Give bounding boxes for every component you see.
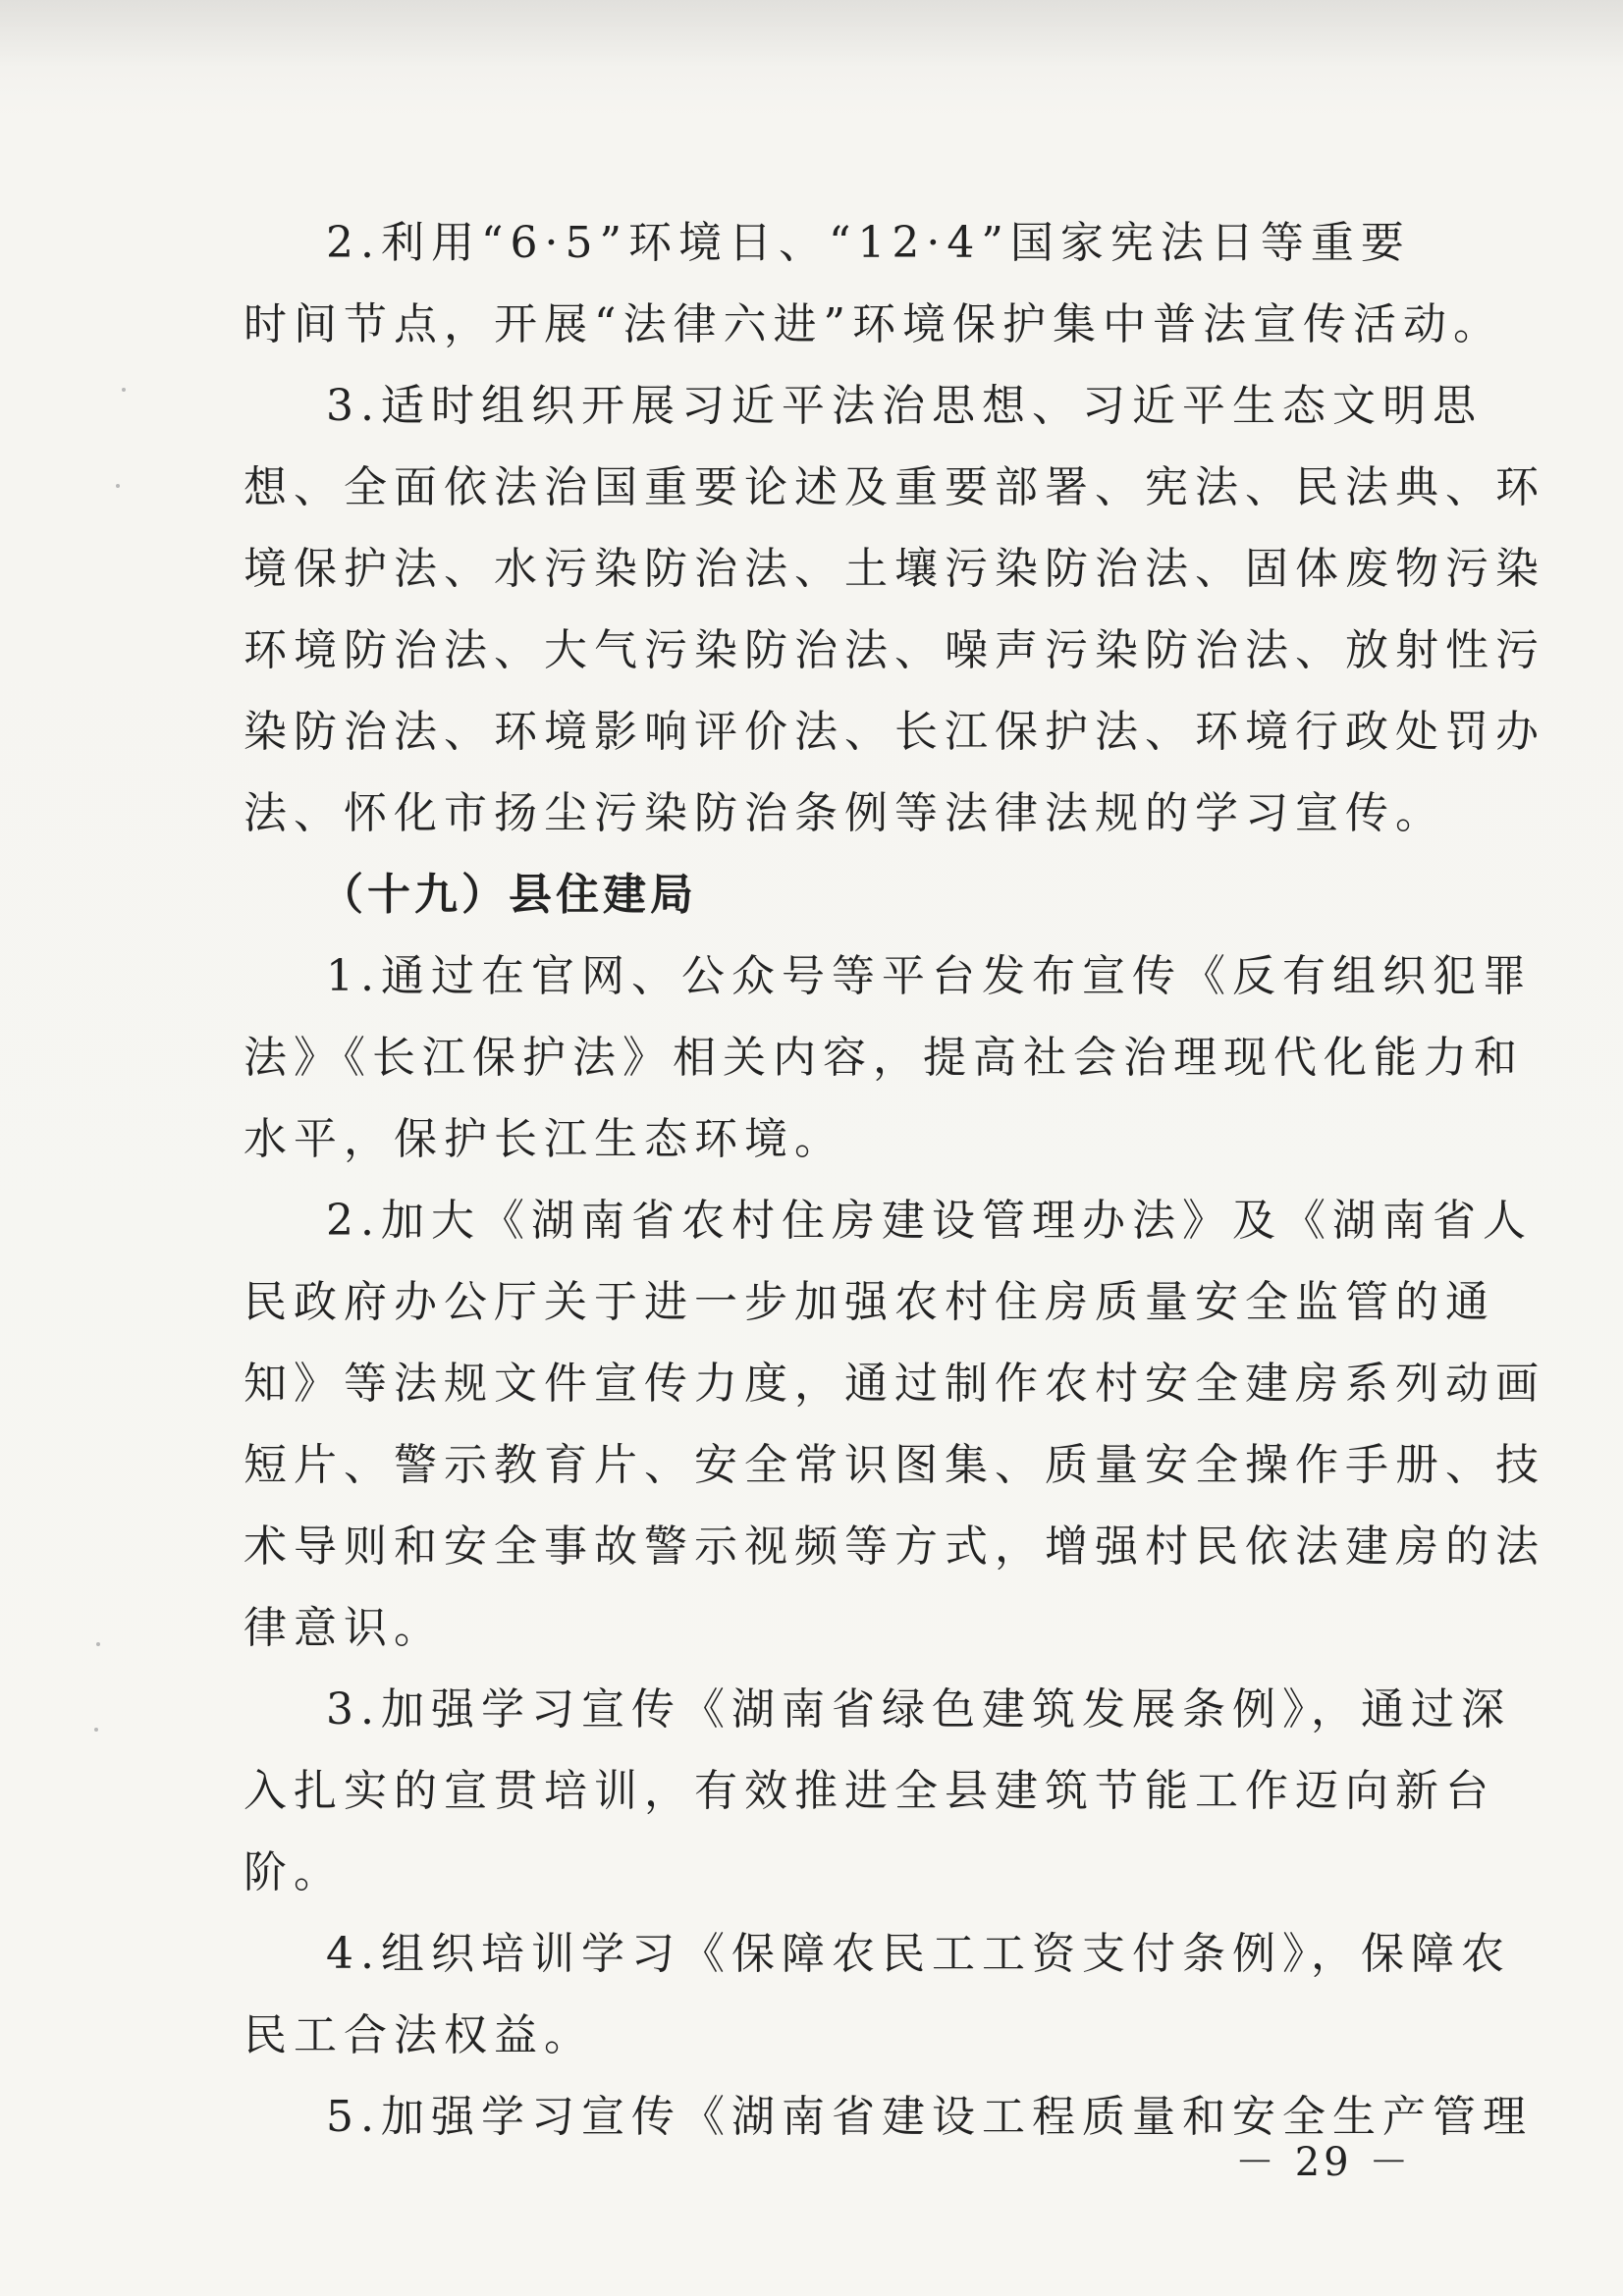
- paragraph-line: 3.加强学习宣传《湖南省绿色建筑发展条例》，通过深: [326, 1684, 1511, 1735]
- paragraph-line: 环境防治法、大气污染防治法、噪声污染防治法、放射性污: [243, 625, 1545, 675]
- paragraph-line: 法》《长江保护法》相关内容，提高社会治理现代化能力和: [243, 1033, 1524, 1083]
- scan-top-shadow: [0, 0, 1623, 69]
- paragraph-line: 2.加大《湖南省农村住房建设管理办法》及《湖南省人: [326, 1196, 1533, 1246]
- scan-dot-2: [116, 484, 120, 488]
- scan-dot-3: [96, 1642, 100, 1646]
- scan-dot-1: [122, 388, 126, 392]
- paragraph-line: 水平，保护长江生态环境。: [243, 1114, 844, 1164]
- paragraph-line: 阶。: [243, 1847, 344, 1897]
- paragraph-line: 3.适时组织开展习近平法治思想、习近平生态文明思: [326, 381, 1483, 431]
- section-heading: （十九）县住建局: [320, 870, 697, 920]
- paragraph-line: 境保护法、水污染防治法、土壤污染防治法、固体废物污染: [243, 544, 1545, 594]
- paragraph-line: 术导则和安全事故警示视频等方式，增强村民依法建房的法: [243, 1522, 1545, 1572]
- paragraph-line: 1.通过在官网、公众号等平台发布宣传《反有组织犯罪: [326, 951, 1533, 1001]
- paragraph-line: 时间节点，开展“法律六进”环境保护集中普法宣传活动。: [243, 299, 1503, 349]
- paragraph-line: 4.组织培训学习《保障农民工工资支付条例》，保障农: [326, 1929, 1511, 1979]
- paragraph-line: 律意识。: [243, 1603, 444, 1653]
- paragraph-line: 染防治法、环境影响评价法、长江保护法、环境行政处罚办: [243, 707, 1545, 757]
- paragraph-line: 2.利用“6·5”环境日、“12·4”国家宪法日等重要: [326, 218, 1411, 268]
- paragraph-line: 法、怀化市扬尘污染防治条例等法律法规的学习宣传。: [243, 788, 1445, 838]
- page-number: － 29 －: [1235, 2140, 1413, 2185]
- paragraph-line: 短片、警示教育片、安全常识图集、质量安全操作手册、技: [243, 1440, 1545, 1490]
- paragraph-line: 民政府办公厅关于进一步加强农村住房质量安全监管的通: [243, 1277, 1495, 1327]
- paragraph-line: 5.加强学习宣传《湖南省建设工程质量和安全生产管理: [326, 2092, 1533, 2142]
- paragraph-line: 想、全面依法治国重要论述及重要部署、宪法、民法典、环: [243, 462, 1545, 512]
- paragraph-line: 民工合法权益。: [243, 2010, 594, 2060]
- scan-dot-4: [94, 1728, 98, 1732]
- paragraph-line: 知》等法规文件宣传力度，通过制作农村安全建房系列动画: [243, 1359, 1545, 1409]
- paragraph-line: 入扎实的宣贯培训，有效推进全县建筑节能工作迈向新台: [243, 1766, 1495, 1816]
